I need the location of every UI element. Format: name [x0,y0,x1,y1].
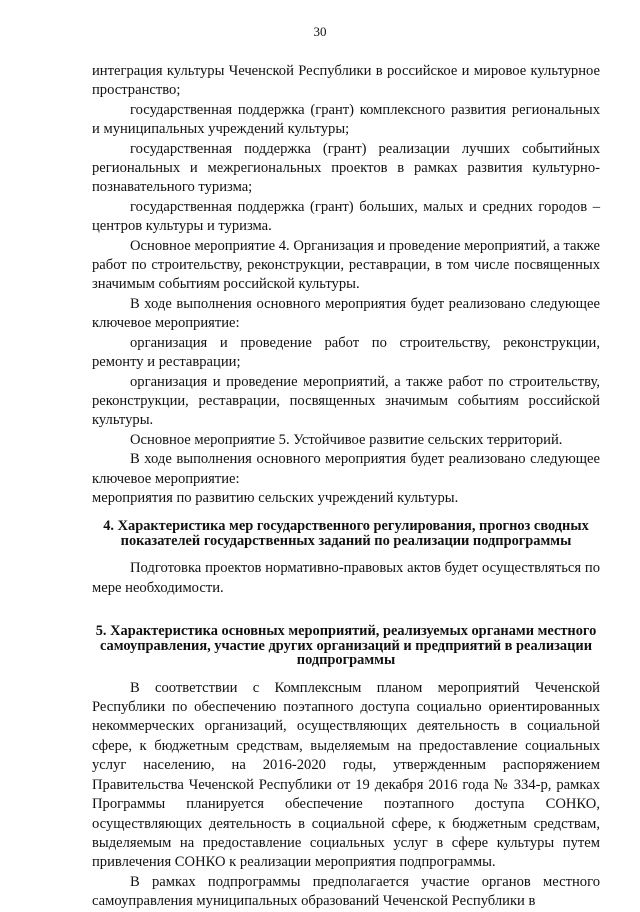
body-text [92,62,600,912]
section-5-heading: 5. Характеристика основных мероприятий, реализуемых органами местного самоуправления, участие других организаций и предприятий в реализации подпрограммы [95,623,597,669]
spacer [92,548,600,559]
paragraph: Основное мероприятие 5. Устойчивое развитие сельских территорий. [130,431,563,448]
paragraph: интеграция культуры Чеченской Республики в российское и мировое культурное пространство; [92,63,600,99]
paragraph: В ходе выполнения основного мероприятия будет реализовано следующее ключевое мероприятие: [92,295,600,332]
paragraph: государственная поддержка (грант) комплексного развития региональных и муниципальных учреждений культуры; [92,101,600,138]
paragraph: государственная поддержка (грант) больших, малых и средних городов – центров культуры и туризма. [92,198,600,235]
paragraph: Основное мероприятие 4. Организация и проведение мероприятий, а также работ по строительству, реконструкции, реставрации, в том числе посвященных значимым событиям российской культуры. [92,237,600,293]
section-4-heading: 4. Характеристика мер государственного регулирования, прогноз сводных показателей государственных заданий по реализации подпрограммы [103,518,589,549]
paragraph: Подготовка проектов нормативно-правовых актов будет осуществляться по мере необходимости. [92,560,600,596]
page-number: 30 [313,24,327,39]
paragraph: организация и проведение работ по строительству, реконструкции, ремонту и реставрации; [92,334,600,371]
paragraph: государственная поддержка (грант) реализации лучших событийных региональных и межрегиональных проектов в рамках развития культурно-познавательного туризма; [92,140,600,196]
paragraph: В соответствии с Комплексным планом мероприятий Чеченской Республики по обеспечению поэтапного доступа социально ориентированных некоммерческих организаций, осуществляющих деятельность в социальной сфере, к бюджетным средствам, выделяемым на предоставление социальных услуг населению, на 2016-2020 годы, утвержденным распоряжением Правительства Чеченской Республики от 19 декабря 2016 года № 334-р, рамках Программы планируется обеспечение поэтапного доступа СОНКО, осуществляющих деятельность в социальной сфере, к бюджетным средствам, выделяемым на предоставление социальных услуг в сфере культуры путем привлечения СОНКО к реализации мероприятия подпрограммы. [92,679,600,871]
paragraph: мероприятия по развитию сельских учреждений культуры. [92,489,459,506]
paragraph: организация и проведение мероприятий, а также работ по строительству, реконструкции, реставрации, посвященных значимым событиям российской культуры. [92,373,600,429]
spacer [92,668,600,679]
paragraph: В рамках подпрограммы предполагается участие органов местного самоуправления муниципальных образований Чеченской Республики в [92,873,600,910]
spacer [92,598,600,624]
paragraph: В ходе выполнения основного мероприятия будет реализовано следующее ключевое мероприятие: [92,451,600,487]
